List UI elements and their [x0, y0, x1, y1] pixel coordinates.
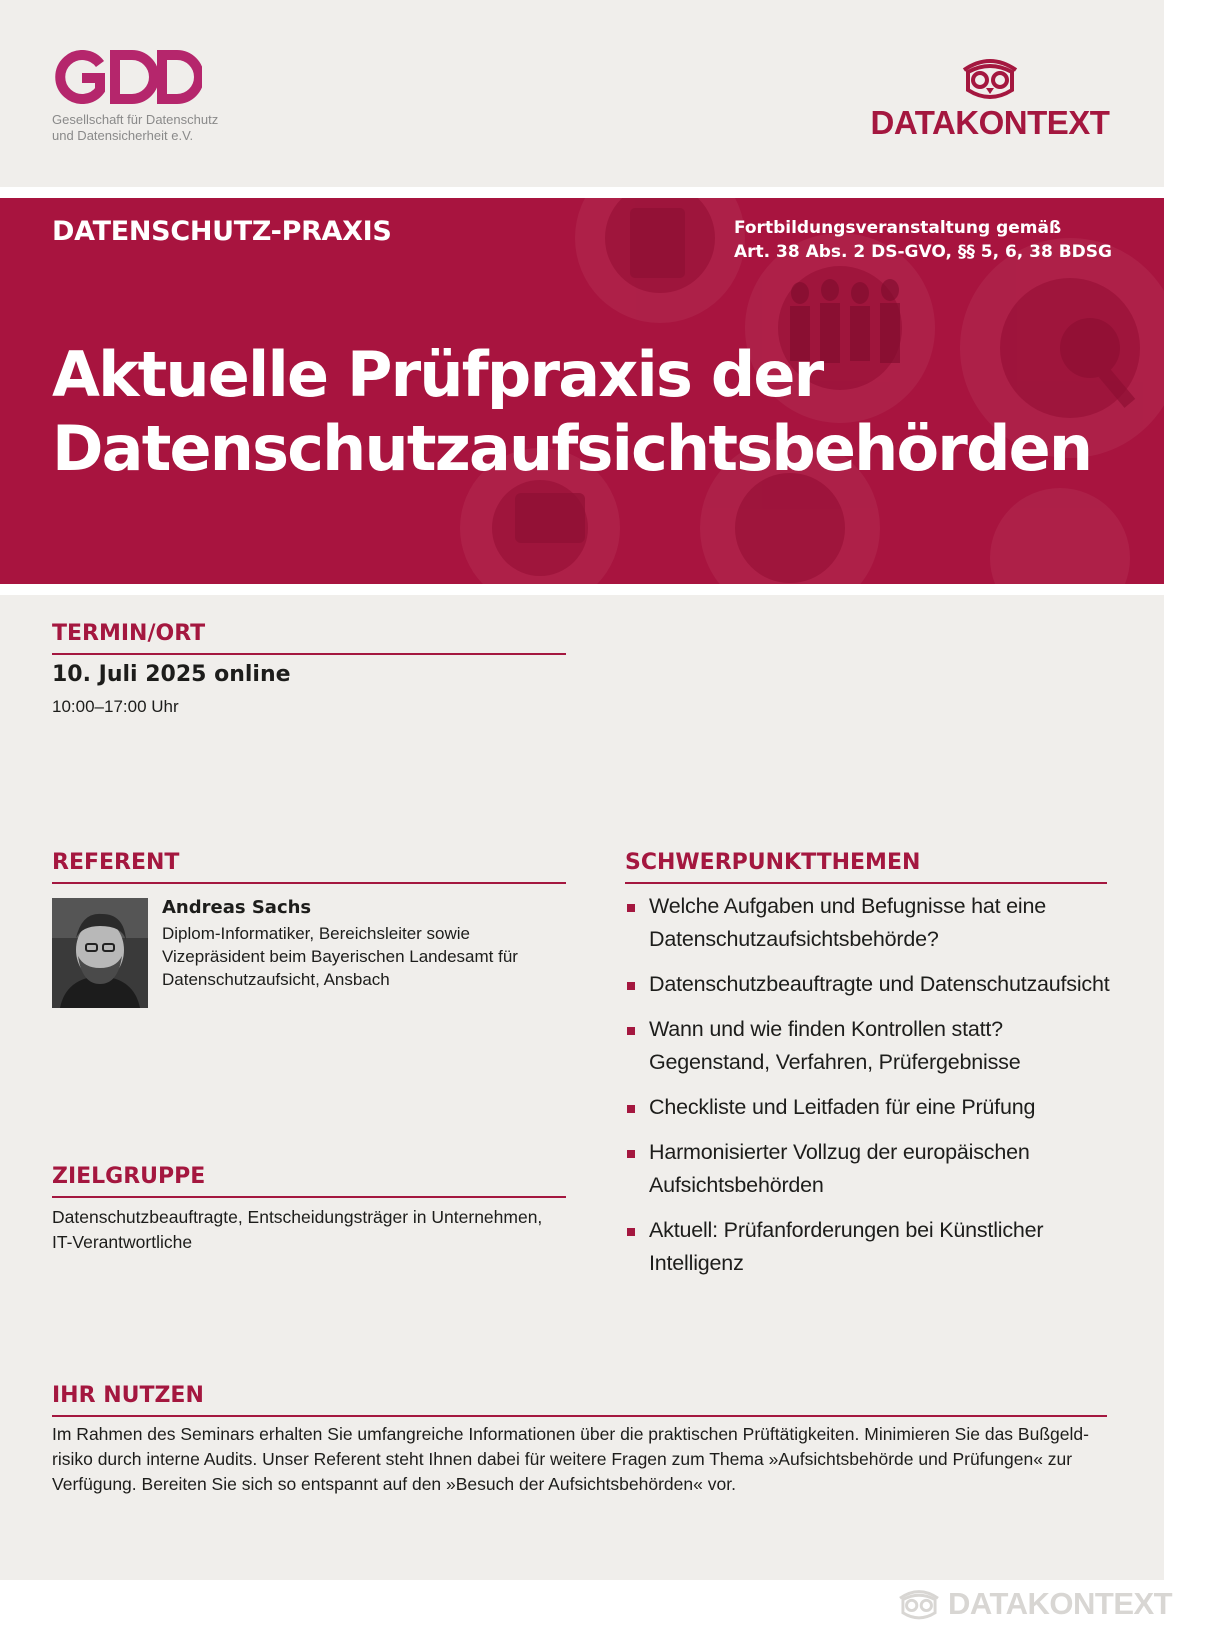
schwerpunkte-heading: SCHWERPUNKTTHEMEN: [625, 849, 1107, 884]
topic-line: Gegenstand, Verfahren, Prüfergebnisse: [649, 1050, 1021, 1074]
topic-list: [625, 890, 1115, 1292]
topic-line: Harmonisierter Vollzug der europäischen: [649, 1140, 1030, 1164]
event-date: 10. Juli 2025 online: [52, 662, 291, 687]
seminar-title-line: Aktuelle Prüfpraxis der: [52, 338, 823, 411]
series-kicker: DATENSCHUTZ-PRAXIS: [52, 216, 392, 247]
speaker-description-line: Datenschutzaufsicht, Ansbach: [162, 970, 390, 989]
speaker-name: Andreas Sachs: [162, 897, 312, 918]
divider-band: [0, 187, 1164, 198]
gdd-logo: [52, 50, 218, 144]
referent-heading: REFERENT: [52, 849, 566, 884]
topic-line: Checkliste und Leitfaden für eine Prüfung: [649, 1095, 1036, 1119]
owl-icon: [958, 52, 1022, 104]
benefit-line: Im Rahmen des Seminars erhalten Sie umfangreiche Informationen über die praktischen Prüftätigkeiten. Minimieren Sie das Bußgeld-: [52, 1424, 1089, 1444]
gdd-subtitle-line: Gesellschaft für Datenschutz: [52, 112, 219, 127]
accreditation-note: [734, 216, 1112, 264]
target-audience-text: [52, 1205, 542, 1255]
square-bullet-icon: [627, 904, 635, 912]
hero-banner: [0, 198, 1164, 584]
zielgruppe-heading: ZIELGRUPPE: [52, 1163, 566, 1198]
topic-line: Welche Aufgaben und Befugnisse hat eine: [649, 894, 1047, 918]
target-audience-line: IT-Verantwortliche: [52, 1232, 193, 1252]
topic-line: Wann und wie finden Kontrollen statt?: [649, 1017, 1003, 1041]
topic-line: Datenschutzaufsichtsbehörde?: [649, 927, 939, 951]
square-bullet-icon: [627, 1105, 635, 1113]
benefit-text: [52, 1422, 1112, 1497]
accreditation-note-line: Art. 38 Abs. 2 DS-GVO, §§ 5, 6, 38 BDSG: [733, 242, 1112, 262]
benefit-line: Verfügung. Bereiten Sie sich so entspannt auf den »Besuch der Aufsichtsbehörden« vor.: [52, 1474, 736, 1494]
list-item: [625, 1136, 1115, 1202]
datakontext-logo: [868, 52, 1112, 142]
speaker-portrait-icon: [52, 898, 148, 1008]
speaker-description-line: Vizepräsident beim Bayerischen Landesamt für: [162, 947, 518, 966]
list-item: [625, 1091, 1115, 1124]
topic-line: Datenschutzbeauftragte und Datenschutzaufsicht: [649, 972, 1110, 996]
seminar-title-line: Datenschutzaufsichtsbehörden: [52, 412, 1092, 485]
nutzen-heading: IHR NUTZEN: [52, 1382, 1107, 1417]
target-audience-line: Datenschutzbeauftragte, Entscheidungsträger in Unternehmen,: [52, 1207, 543, 1227]
topic-line: Intelligenz: [649, 1251, 744, 1275]
list-item: [625, 1214, 1115, 1280]
gdd-subtitle: [52, 112, 218, 144]
accreditation-note-line: Fortbildungsveranstaltung gemäß: [733, 218, 1062, 238]
seminar-title: [52, 338, 1091, 486]
termin-heading: TERMIN/ORT: [52, 620, 566, 655]
datakontext-wordmark: DATAKONTEXT: [870, 104, 1110, 141]
topic-line: Aufsichtsbehörden: [649, 1173, 824, 1197]
event-time: 10:00–17:00 Uhr: [52, 697, 179, 716]
square-bullet-icon: [627, 1228, 635, 1236]
square-bullet-icon: [627, 1027, 635, 1035]
topic-line: Aktuell: Prüfanforderungen bei Künstlicher: [649, 1218, 1044, 1242]
benefit-line: risiko durch interne Audits. Unser Referent steht Ihnen dabei für weitere Fragen zum Thema »Aufsichtsbehörde und Prüfungen« zur: [52, 1449, 1073, 1469]
square-bullet-icon: [627, 1150, 635, 1158]
square-bullet-icon: [627, 982, 635, 990]
speaker-photo: [52, 898, 148, 1008]
speaker-description-line: Diplom-Informatiker, Bereichsleiter sowie: [162, 924, 470, 943]
footer-owl-icon: [895, 1585, 943, 1623]
speaker-description: [162, 922, 518, 991]
gdd-logo-mark-icon: [52, 50, 202, 104]
list-item: [625, 890, 1115, 956]
list-item: [625, 968, 1115, 1001]
footer-datakontext-wordmark: DATAKONTEXT: [948, 1586, 1173, 1621]
list-item: [625, 1013, 1115, 1079]
gdd-subtitle-line: und Datensicherheit e.V.: [52, 128, 194, 143]
divider-band: [0, 584, 1164, 595]
